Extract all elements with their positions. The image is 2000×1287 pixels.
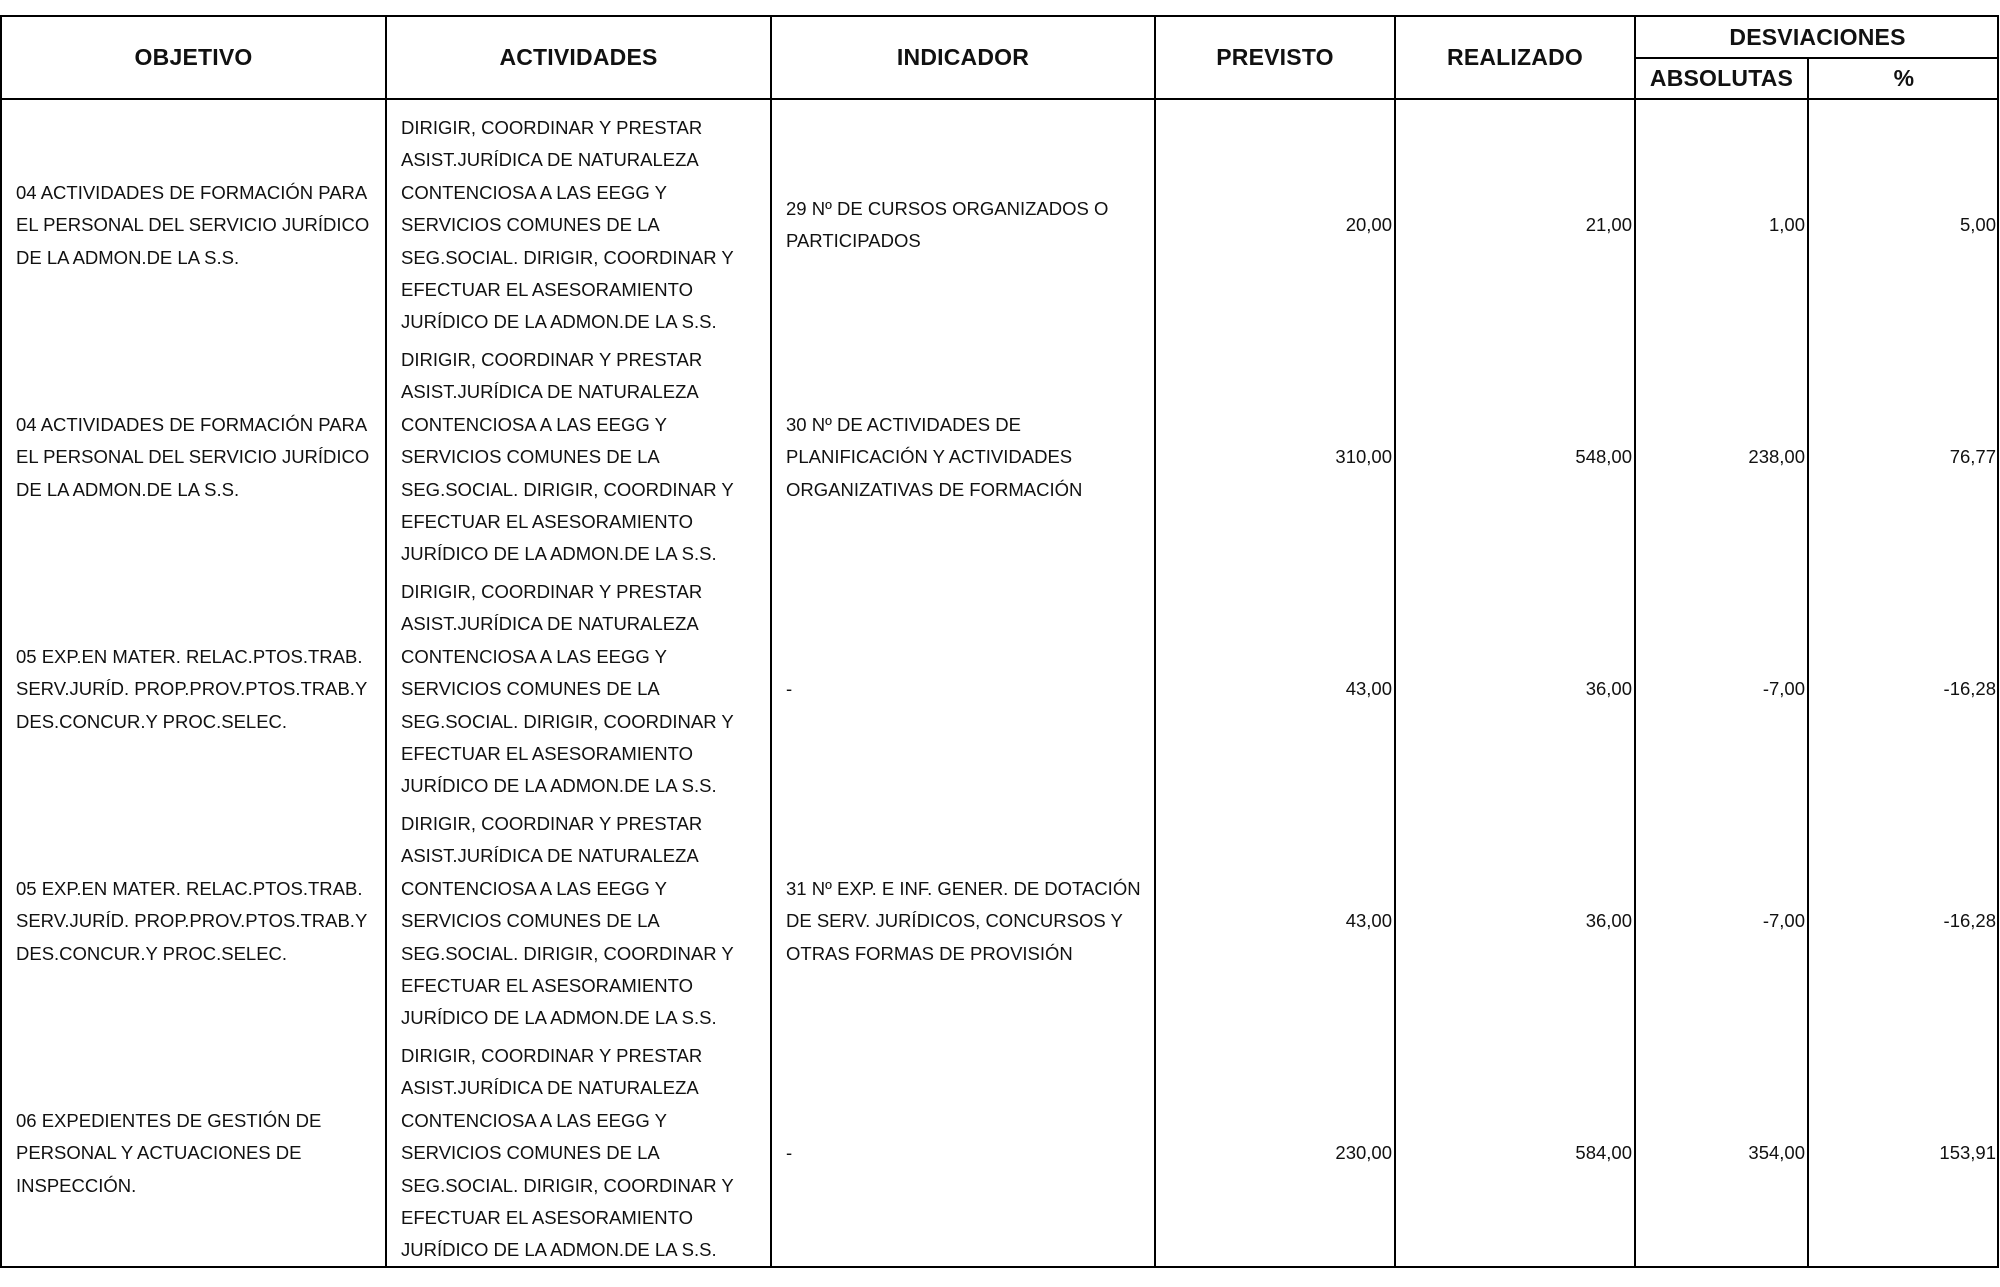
actividades-cell-line: ASIST.JURÍDICA DE NATURALEZA [401, 149, 699, 171]
header-actividades: ACTIVIDADES [499, 44, 658, 70]
actividades-cell-line: ASIST.JURÍDICA DE NATURALEZA [401, 381, 699, 403]
header-bottom-rule [2, 98, 1997, 100]
actividades-cell-line: DIRIGIR, COORDINAR Y PRESTAR [401, 1045, 703, 1066]
objetivo-cell-line: EL PERSONAL DEL SERVICIO JURÍDICO [16, 446, 370, 468]
actividades-cell-line: CONTENCIOSA A LAS EEGG Y [401, 1109, 667, 1131]
realizado-cell: 36,00 [1585, 910, 1632, 932]
header-desviaciones: DESVIACIONES [1729, 23, 1906, 50]
objetivo-cell-line: 04 ACTIVIDADES DE FORMACIÓN PARA [16, 181, 368, 203]
previsto-cell: 43,00 [1345, 678, 1392, 700]
actividades-cell-line: DIRIGIR, COORDINAR Y PRESTAR [401, 581, 703, 602]
previsto-cell: 20,00 [1345, 214, 1392, 236]
indicador-cell-line: 30 Nº DE ACTIVIDADES DE [786, 413, 1021, 435]
actividades-cell-line: DIRIGIR, COORDINAR Y PRESTAR [401, 117, 703, 138]
indicador-cell-line: 29 Nº DE CURSOS ORGANIZADOS O [786, 198, 1109, 219]
objetivo-cell-line: 05 EXP.EN MATER. RELAC.PTOS.TRAB. [16, 645, 363, 667]
column-divider [770, 17, 772, 1266]
actividades-cell-line: CONTENCIOSA A LAS EEGG Y [401, 645, 667, 667]
actividades-cell-line: JURÍDICO DE LA ADMON.DE LA S.S. [401, 311, 717, 333]
column-divider [385, 17, 387, 1266]
objetivo-cell-line: SERV.JURÍD. PROP.PROV.PTOS.TRAB.Y [16, 678, 368, 700]
actividades-cell-line: EFECTUAR EL ASESORAMIENTO [401, 1207, 693, 1228]
column-divider [1154, 17, 1156, 1266]
porcentaje-cell: 76,77 [1949, 446, 1996, 468]
absolutas-cell: 354,00 [1748, 1142, 1805, 1164]
objetivo-cell-line: DES.CONCUR.Y PROC.SELEC. [16, 942, 288, 964]
header-previsto: PREVISTO [1216, 44, 1334, 70]
objetivo-cell-line: PERSONAL Y ACTUACIONES DE [16, 1142, 302, 1164]
objetivo-cell-line: DE LA ADMON.DE LA S.S. [16, 478, 240, 500]
objetivo-cell-line: INSPECCIÓN. [16, 1174, 137, 1196]
absolutas-cell: -7,00 [1762, 678, 1805, 700]
indicador-cell-line: ORGANIZATIVAS DE FORMACIÓN [786, 478, 1083, 500]
column-divider [1394, 17, 1396, 1266]
indicador-cell-line: PARTICIPADOS [786, 230, 921, 252]
previsto-cell: 43,00 [1345, 910, 1392, 932]
realizado-cell: 584,00 [1575, 1142, 1632, 1164]
objetivo-cell-line: 05 EXP.EN MATER. RELAC.PTOS.TRAB. [16, 877, 363, 899]
objetivo-cell-line: SERV.JURÍD. PROP.PROV.PTOS.TRAB.Y [16, 910, 368, 932]
actividades-cell-line: JURÍDICO DE LA ADMON.DE LA S.S. [401, 1239, 717, 1261]
header-porcentaje: % [1893, 65, 1915, 91]
actividades-cell-line: DIRIGIR, COORDINAR Y PRESTAR [401, 349, 703, 370]
indicador-cell-line: 31 Nº EXP. E INF. GENER. DE DOTACIÓN [786, 877, 1141, 899]
porcentaje-cell: 5,00 [1959, 214, 1996, 236]
indicador-cell-line: PLANIFICACIÓN Y ACTIVIDADES [786, 446, 1073, 468]
actividades-cell-line: JURÍDICO DE LA ADMON.DE LA S.S. [401, 775, 717, 797]
porcentaje-cell: 153,91 [1939, 1142, 1996, 1164]
header-absolutas: ABSOLUTAS [1649, 65, 1794, 91]
actividades-cell-line: ASIST.JURÍDICA DE NATURALEZA [401, 1077, 699, 1099]
actividades-cell-line: SERVICIOS COMUNES DE LA [401, 910, 660, 932]
header-objetivo: OBJETIVO [134, 44, 253, 70]
actividades-cell-line: SERVICIOS COMUNES DE LA [401, 446, 660, 468]
porcentaje-cell: -16,28 [1943, 678, 1996, 700]
previsto-cell: 230,00 [1335, 1142, 1392, 1164]
actividades-cell-line: SEG.SOCIAL. DIRIGIR, COORDINAR Y [401, 710, 734, 732]
header-indicador: INDICADOR [896, 44, 1030, 70]
objetivo-cell-line: 04 ACTIVIDADES DE FORMACIÓN PARA [16, 413, 368, 435]
objetivo-cell-line: DE LA ADMON.DE LA S.S. [16, 246, 240, 268]
actividades-cell-line: CONTENCIOSA A LAS EEGG Y [401, 181, 667, 203]
indicador-cell-line: - [786, 678, 793, 700]
absolutas-cell: 238,00 [1748, 446, 1805, 468]
objetivo-cell-line: DES.CONCUR.Y PROC.SELEC. [16, 710, 288, 732]
actividades-cell-line: SERVICIOS COMUNES DE LA [401, 214, 660, 236]
realizado-cell: 21,00 [1585, 214, 1632, 236]
actividades-cell-line: CONTENCIOSA A LAS EEGG Y [401, 877, 667, 899]
actividades-cell-line: SERVICIOS COMUNES DE LA [401, 678, 660, 700]
column-divider [1807, 57, 1809, 1266]
actividades-cell-line: EFECTUAR EL ASESORAMIENTO [401, 743, 693, 764]
indicador-cell-line: DE SERV. JURÍDICOS, CONCURSOS Y [786, 910, 1123, 932]
porcentaje-cell: -16,28 [1943, 910, 1996, 932]
actividades-cell-line: JURÍDICO DE LA ADMON.DE LA S.S. [401, 543, 717, 565]
realizado-cell: 548,00 [1575, 446, 1632, 468]
actividades-cell-line: SEG.SOCIAL. DIRIGIR, COORDINAR Y [401, 478, 734, 500]
actividades-cell-line: CONTENCIOSA A LAS EEGG Y [401, 413, 667, 435]
actividades-cell-line: SEG.SOCIAL. DIRIGIR, COORDINAR Y [401, 942, 734, 964]
indicador-cell-line: - [786, 1142, 793, 1164]
objetivo-cell-line: EL PERSONAL DEL SERVICIO JURÍDICO [16, 214, 370, 236]
absolutas-cell: 1,00 [1768, 214, 1805, 236]
column-divider [1634, 17, 1636, 1266]
actividades-cell-line: DIRIGIR, COORDINAR Y PRESTAR [401, 813, 703, 834]
actividades-cell-line: SEG.SOCIAL. DIRIGIR, COORDINAR Y [401, 1174, 734, 1196]
objectives-table [0, 15, 1999, 1268]
header-realizado: REALIZADO [1447, 44, 1583, 70]
actividades-cell-line: SEG.SOCIAL. DIRIGIR, COORDINAR Y [401, 246, 734, 268]
actividades-cell-line: ASIST.JURÍDICA DE NATURALEZA [401, 613, 699, 635]
absolutas-cell: -7,00 [1762, 910, 1805, 932]
actividades-cell-line: ASIST.JURÍDICA DE NATURALEZA [401, 845, 699, 867]
actividades-cell-line: EFECTUAR EL ASESORAMIENTO [401, 975, 693, 996]
actividades-cell-line: EFECTUAR EL ASESORAMIENTO [401, 279, 693, 300]
previsto-cell: 310,00 [1335, 446, 1392, 468]
actividades-cell-line: JURÍDICO DE LA ADMON.DE LA S.S. [401, 1007, 717, 1029]
indicador-cell-line: OTRAS FORMAS DE PROVISIÓN [786, 942, 1073, 964]
actividades-cell-line: SERVICIOS COMUNES DE LA [401, 1142, 660, 1164]
realizado-cell: 36,00 [1585, 678, 1632, 700]
actividades-cell-line: EFECTUAR EL ASESORAMIENTO [401, 511, 693, 532]
objetivo-cell-line: 06 EXPEDIENTES DE GESTIÓN DE [16, 1109, 322, 1131]
